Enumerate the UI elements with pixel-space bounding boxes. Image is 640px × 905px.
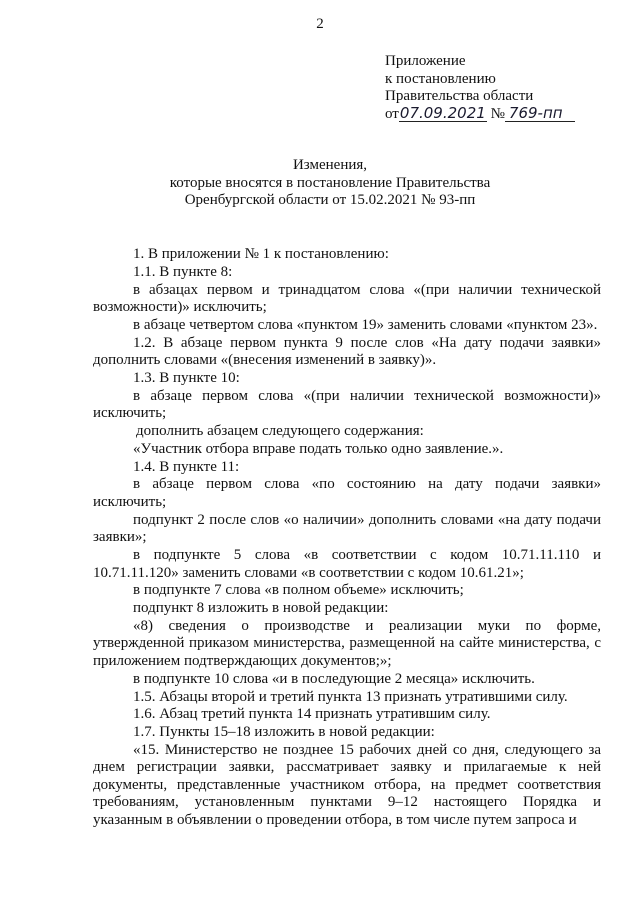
paragraph: «8) сведения о производстве и реализации муки по форме, утвержденной приказом министерства, размещенной на сайте министерства, с приложением подтверждающих документов;»;: [93, 617, 601, 669]
handwritten-number: 769-пп: [505, 106, 575, 122]
handwritten-date: 07.09.2021: [399, 103, 486, 122]
appendix-date-line: [385, 103, 575, 124]
appendix-line-1: Приложение: [385, 53, 466, 69]
paragraph: 1.6. Абзац третий пункта 14 признать утратившим силу.: [133, 706, 491, 723]
title-line-1: Изменения,: [292, 157, 368, 173]
appendix-line-2: к постановлению: [385, 70, 496, 87]
page-number: 2: [316, 16, 324, 32]
paragraph: в подпункте 10 слова «и в последующие 2 месяца» исключить.: [133, 670, 535, 687]
paragraph: 1.5. Абзацы второй и третий пункта 13 признать утратившими силу.: [133, 688, 568, 705]
paragraph: подпункт 8 изложить в новой редакции:: [133, 600, 389, 617]
paragraph: «Участник отбора вправе подать только одно заявление.».: [133, 440, 504, 457]
document-title: [0, 157, 640, 210]
paragraph: 1.2. В абзаце первом пункта 9 после слов «На дату подачи заявки» дополнить словами «(внесения изменений в заявку)».: [93, 334, 601, 369]
paragraph: в подпункте 7 слова «в полном объеме» исключить;: [133, 582, 464, 599]
paragraph: в абзаце четвертом слова «пунктом 19» заменить словами «пунктом 23».: [133, 316, 598, 333]
paragraph: в абзаце первом слова «(при наличии технической возможности)» исключить;: [93, 387, 601, 422]
paragraph: 1. В приложении № 1 к постановлению:: [133, 246, 389, 262]
paragraph: 1.7. Пункты 15–18 изложить в новой редакции:: [133, 724, 435, 741]
paragraph: «15. Министерство не позднее 15 рабочих дней со дня, следующего за днем регистрации заявки, рассматривает заявку и прилагаемые к ней документы, представленные участником отбора, на предмет соответствия требованиям, установленным пунктами 9–12 настоящего Порядка и указанным в объявлении о проведении отбора, в том числе путем запроса и: [93, 741, 601, 828]
paragraph: в подпункте 5 слова «в соответствии с кодом 10.71.11.110 и 10.71.11.120» заменить словами «в соответствии с кодом 10.61.21»;: [93, 547, 601, 581]
paragraph: в абзацах первом и тринадцатом слова «(при наличии технической возможности)» исключить;: [93, 281, 601, 316]
appendix-line-3: Правительства области: [385, 88, 534, 104]
paragraph: 1.4. В пункте 11:: [133, 458, 240, 475]
paragraph: в абзаце первом слова «по состоянию на дату подачи заявки» исключить;: [93, 476, 601, 510]
number-prefix: №: [490, 105, 505, 122]
appendix-block: [385, 53, 575, 123]
document-body: [93, 246, 601, 830]
title-line-2: которые вносятся в постановление Правительства: [169, 174, 491, 191]
paragraph: дополнить абзацем следующего содержания:: [136, 423, 424, 440]
date-prefix: от: [385, 105, 399, 122]
title-line-3: Оренбургской области от 15.02.2021 № 93-пп: [184, 192, 476, 208]
paragraph: 1.1. В пункте 8:: [133, 263, 233, 280]
paragraph: подпункт 2 после слов «о наличии» дополнить словами «на дату подачи заявки»;: [93, 511, 601, 546]
paragraph: 1.3. В пункте 10:: [133, 369, 240, 386]
